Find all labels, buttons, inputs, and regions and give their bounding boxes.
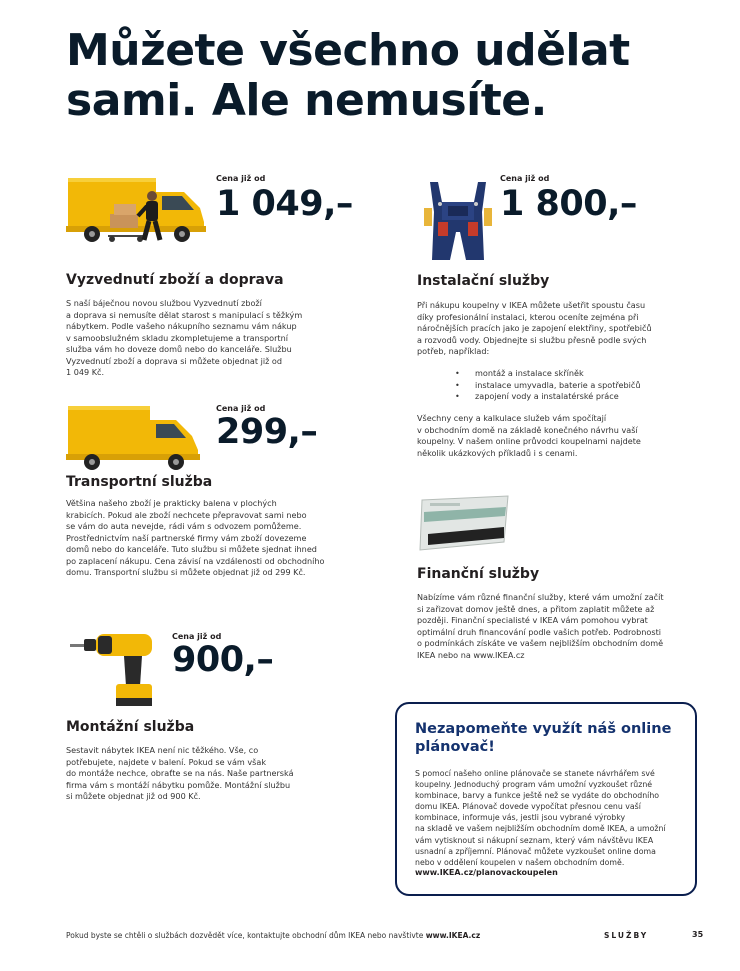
delivery-van-icon: [66, 170, 216, 246]
transport-body-line: domů nebo do kanceláře. Tuto službu si můžete sjednat ihned: [66, 544, 317, 554]
installation-body: [417, 300, 707, 358]
installation-body2-line: koupelny. V našem online průvodci koupelnami najdete: [417, 436, 641, 446]
footer-note-text: Pokud byste se chtěli o službách dozvědět více, kontaktujte obchodní dům IKEA nebo navštivte: [66, 931, 426, 940]
cordless-drill-icon: [68, 628, 166, 712]
pickup-body-line: Vyzvednutí zboží a doprava si můžete objednat již od: [66, 355, 283, 366]
finance-body: [417, 592, 707, 661]
installation-body-line: díky profesionální instalaci, kterou oceníte zejména při: [417, 311, 639, 322]
planner-body-line: usnadní a zpříjemní. Plánovač můžete vyzkoušet online doma: [415, 846, 656, 856]
installation-body2-line: několik ukázkových příkladů i s cenami.: [417, 447, 578, 458]
planner-link[interactable]: www.IKEA.cz/planovackoupelen: [415, 868, 558, 877]
headline-line-2: sami. Ale nemusíte.: [66, 75, 547, 126]
transport-body-line: Prostřednictvím naší partnerské firmy vám zboží dovezeme: [66, 532, 307, 543]
installation-title: Instalační služby: [417, 273, 550, 289]
finance-body-line: optimální druh financování podle vašich potřeb. Podrobnosti: [417, 626, 661, 637]
installation-bullet-list: [475, 368, 705, 403]
planner-body-line: kombinace, informuje vás, jestli jsou vybrané výrobky: [415, 813, 626, 823]
installation-price: 1 800,–: [500, 184, 637, 224]
installation-body-line: náročnějších pracích jako je zapojení elektřiny, spotřebičů: [417, 323, 652, 333]
pickup-body: [66, 298, 366, 379]
installation-body-2: [417, 413, 707, 459]
pickup-body-line: služba vám ho doveze domů nebo do kanceláře. Službu: [66, 344, 292, 354]
assembly-body-line: firma vám s montáží nábytku pomůže. Montážní službu: [66, 779, 291, 790]
pickup-body-line: v samoobslužném skladu zkompletujeme a transportní: [66, 332, 288, 343]
finance-body-line: o podmínkách získáte ve vašem nejbližším obchodním domě: [417, 638, 664, 648]
footer-link[interactable]: www.IKEA.cz: [425, 931, 481, 940]
assembly-body-line: do montáže nechce, obraťte se na nás. Naše partnerská: [66, 768, 294, 778]
transport-body-line: domu. Transportní službu si můžete objednat již od 299 Kč.: [66, 567, 306, 577]
online-planner-box: [395, 702, 697, 896]
planner-body-line: vám vytisknout si nákupní seznam, který vám návštěvu IKEA: [415, 835, 654, 845]
pickup-price: 1 049,–: [216, 184, 353, 224]
transport-price-label: Cena již od: [216, 404, 266, 413]
planner-body-line: kombinace, barvy a funkce ještě než se vydáte do obchodního: [415, 791, 660, 801]
footer-section-label: SLUŽBY: [604, 931, 649, 940]
transport-van-icon: [66, 402, 206, 472]
transport-body-line: Většina našeho zboží je prakticky balena v plochých: [66, 498, 277, 508]
installation-body-line: potřeb, například:: [417, 346, 490, 356]
headline-line-1: Můžete všechno udělat: [66, 25, 630, 76]
assembly-price: 900,–: [172, 640, 274, 680]
transport-body: [66, 498, 366, 579]
page-headline: [66, 26, 706, 126]
planner-title: Nezapomeňte využít náš online plánovač!: [415, 721, 672, 755]
planner-body-line: koupelny. Jednoduchý program vám umožní vyzkoušet různé: [415, 780, 653, 790]
transport-body-line: se vám do auta nevejde, rádi vám s odvozem pomůžeme.: [66, 521, 302, 531]
transport-title: Transportní služba: [66, 474, 213, 490]
footer-note: [66, 931, 480, 940]
installation-body2-line: v obchodním domě na základě konečného návrhu vaší: [417, 424, 638, 435]
transport-body-line: po zaplacení nákupu. Cena závisí na vzdálenosti od obchodního: [66, 555, 325, 566]
finance-body-line: si zařizovat domov ještě dnes, a přitom zaplatit můžete až: [417, 603, 655, 614]
pickup-body-line: 1 049 Kč.: [66, 367, 105, 377]
pickup-price-label: Cena již od: [216, 174, 266, 183]
finance-body-line: Nabízíme vám různé finanční služby, které vám umožní začít: [417, 592, 664, 602]
assembly-price-label: Cena již od: [172, 632, 222, 641]
transport-body-line: krabicích. Pokud ale zboží nechcete přepravovat sami nebo: [66, 509, 307, 520]
assembly-body: [66, 745, 366, 803]
list-item: • zapojení vody a instalatérské práce: [475, 391, 705, 403]
overalls-icon: [418, 182, 498, 260]
list-item: • instalace umyvadla, baterie a spotřebičů: [475, 380, 705, 392]
pickup-title: Vyzvednutí zboží a doprava: [66, 272, 284, 288]
planner-body-line: na skladě ve vašem nejbližším obchodním domě IKEA, a umožní: [415, 824, 666, 834]
pickup-body-line: a doprava si nemusíte dělat starost s manipulací s těžkým: [66, 309, 303, 320]
finance-title: Finanční služby: [417, 566, 540, 582]
pickup-body-line: S naší báječnou novou službou Vyzvednutí zboží: [66, 298, 262, 308]
card-icon: [418, 494, 512, 556]
list-item: • montáž a instalace skříněk: [475, 368, 705, 380]
installation-body-line: Při nákupu koupelny v IKEA můžete ušetřit spoustu času: [417, 300, 646, 310]
planner-body: [415, 768, 690, 868]
installation-price-label: Cena již od: [500, 174, 550, 183]
transport-price: 299,–: [216, 412, 318, 452]
planner-body-line: domu IKEA. Plánovač dovede vypočítat přesnou cenu vaší: [415, 802, 641, 812]
planner-body-line: S pomocí našeho online plánovače se stanete návrhářem své: [415, 769, 655, 778]
page-number: 35: [692, 930, 704, 939]
finance-body-line: IKEA nebo na www.IKEA.cz: [417, 649, 525, 660]
finance-body-line: později. Finanční specialisté v IKEA vám pomohou vybrat: [417, 615, 648, 625]
installation-body2-line: Všechny ceny a kalkulace služeb vám spočítají: [417, 413, 607, 423]
planner-body-line: nebo v oddělení koupelen v našem obchodním domě.: [415, 857, 625, 867]
pickup-body-line: nábytkem. Podle vašeho nákupního seznamu vám nákup: [66, 321, 297, 331]
assembly-body-line: potřebujete, najdete v balení. Pokud se vám však: [66, 756, 267, 767]
assembly-title: Montážní služba: [66, 719, 195, 735]
assembly-body-line: si můžete objednat již od 900 Kč.: [66, 791, 201, 801]
installation-body-line: a rozvodů vody. Objednejte si službu přesně podle svých: [417, 334, 647, 345]
assembly-body-line: Sestavit nábytek IKEA není nic těžkého. Vše, co: [66, 745, 259, 755]
